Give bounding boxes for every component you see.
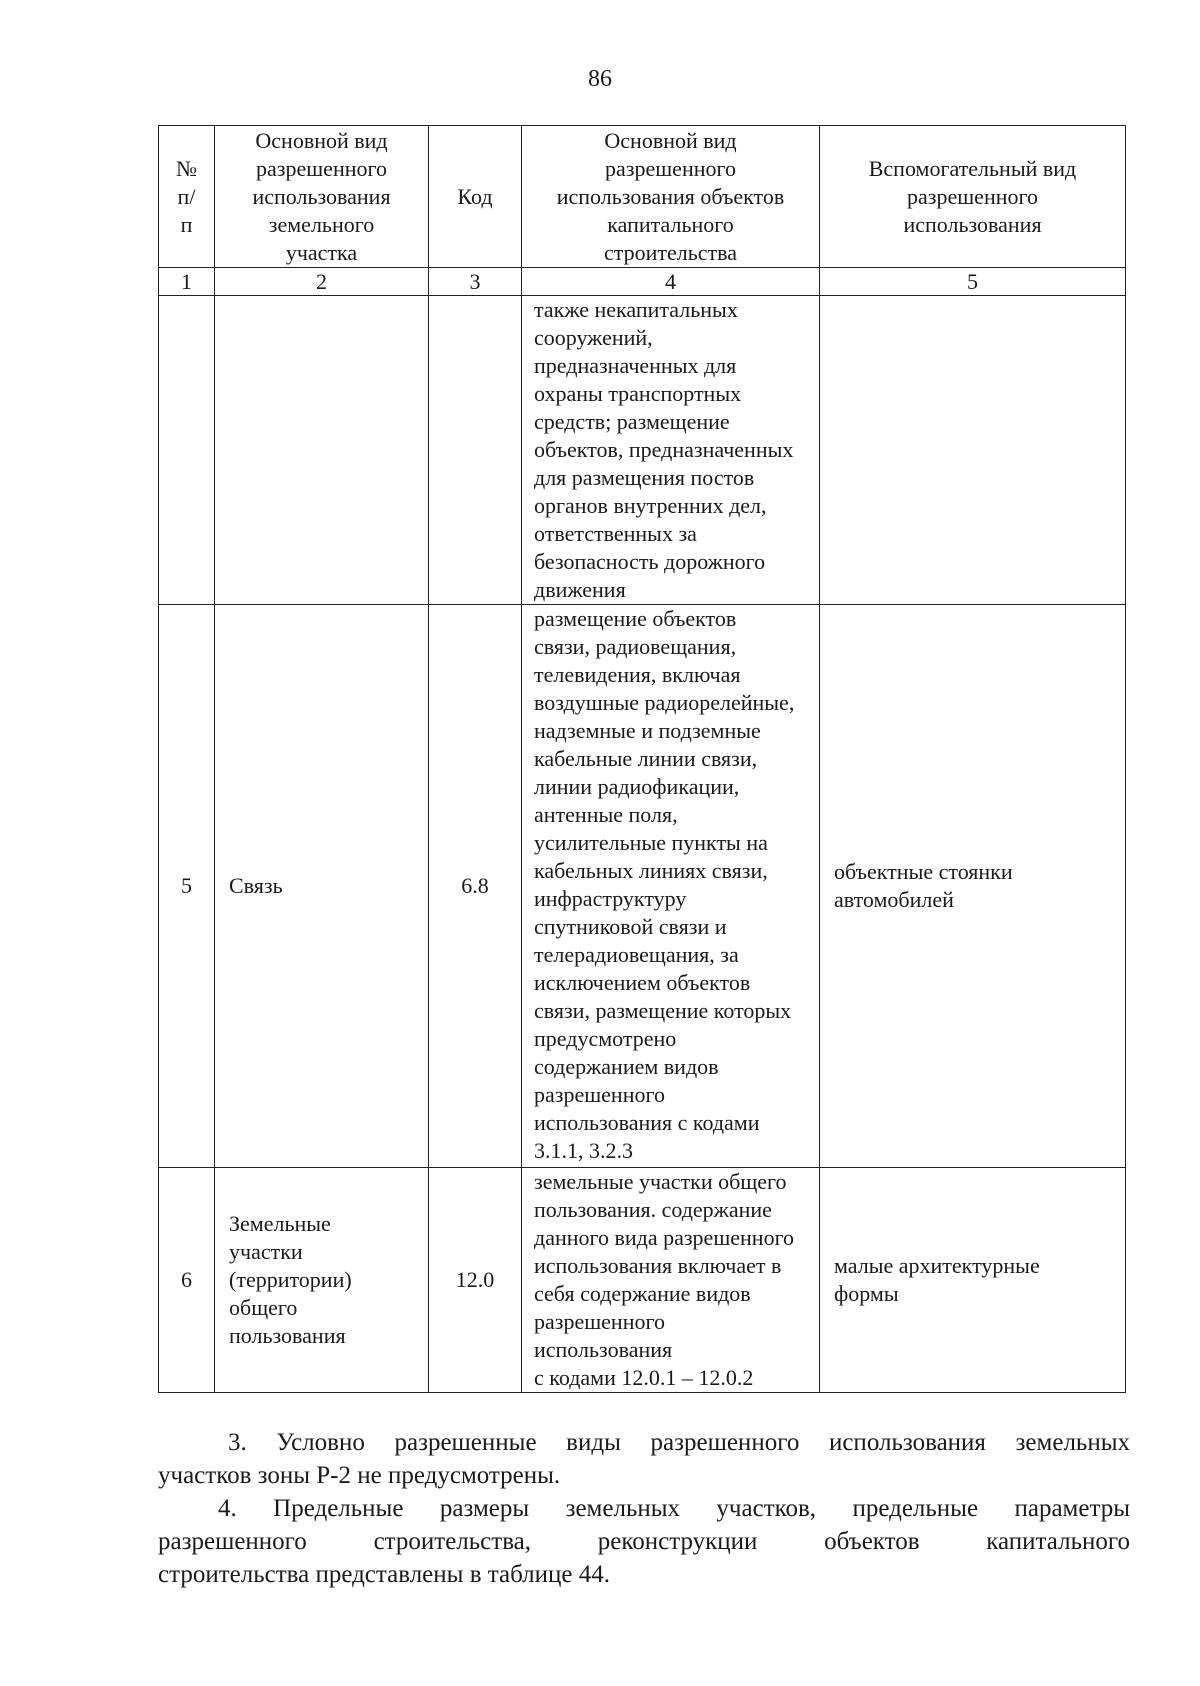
paragraph-conditional-uses: 3. Условно разрешенные виды разрешенного использования земельных участков зоны Р-2 не предусмотрены. xyxy=(158,1429,1130,1489)
paragraph-size-limits: 4. Предельные размеры земельных участков, предельные параметры разрешенного строительства, реконструкции объектов капитального строительства представлены в таблице 44. xyxy=(158,1495,1130,1588)
row-number xyxy=(159,296,215,605)
column-number: 4 xyxy=(522,268,820,296)
table-header-row xyxy=(159,126,1126,268)
auxiliary-use xyxy=(820,296,1126,605)
header-auxiliary-use: Вспомогательный вид разрешенного использования xyxy=(820,126,1126,268)
row-number: 6 xyxy=(159,1168,215,1393)
use-code: 12.0 xyxy=(429,1168,522,1393)
column-number: 3 xyxy=(429,268,522,296)
column-number: 1 xyxy=(159,268,215,296)
header-code: Код xyxy=(429,126,522,268)
header-number: № п/ п xyxy=(159,126,215,268)
page-number: 86 xyxy=(588,66,612,92)
header-capital-construction: Основной вид разрешенного использования объектов капитального строительства xyxy=(522,126,820,268)
column-number-row xyxy=(159,268,1126,296)
land-use-name: Земельные участки (территории) общего пользования xyxy=(215,1168,429,1393)
use-code xyxy=(429,296,522,605)
use-code: 6.8 xyxy=(429,605,522,1168)
use-description: также некапитальных сооружений, предназначенных для охраны транспортных средств; размещение объектов, предназначенных для размещения постов органов внутренних дел, ответственных за безопасность дорожного движения xyxy=(522,296,820,605)
auxiliary-use: объектные стоянки автомобилей xyxy=(820,605,1126,1168)
land-use-name: Связь xyxy=(215,605,429,1168)
land-use-table xyxy=(158,125,1126,1393)
use-description: земельные участки общего пользования. содержание данного вида разрешенного использования включает в себя содержание видов разрешенного использования с кодами 12.0.1 – 12.0.2 xyxy=(522,1168,820,1393)
row-number: 5 xyxy=(159,605,215,1168)
header-land-use: Основной вид разрешенного использования земельного участка xyxy=(215,126,429,268)
table-row xyxy=(159,296,1126,605)
use-description: размещение объектов связи, радиовещания, телевидения, включая воздушные радиорелейные, надземные и подземные кабельные линии связи, линии радиофикации, антенные поля, усилительные пункты на кабельных линиях связи, инфраструктуру спутниковой связи и телерадиовещания, за исключением объектов связи, размещение которых предусмотрено содержанием видов разрешенного использования с кодами 3.1.1, 3.2.3 xyxy=(522,605,820,1168)
land-use-name xyxy=(215,296,429,605)
table-row xyxy=(159,605,1126,1168)
column-number: 5 xyxy=(820,268,1126,296)
column-number: 2 xyxy=(215,268,429,296)
table-row xyxy=(159,1168,1126,1393)
auxiliary-use: малые архитектурные формы xyxy=(820,1168,1126,1393)
